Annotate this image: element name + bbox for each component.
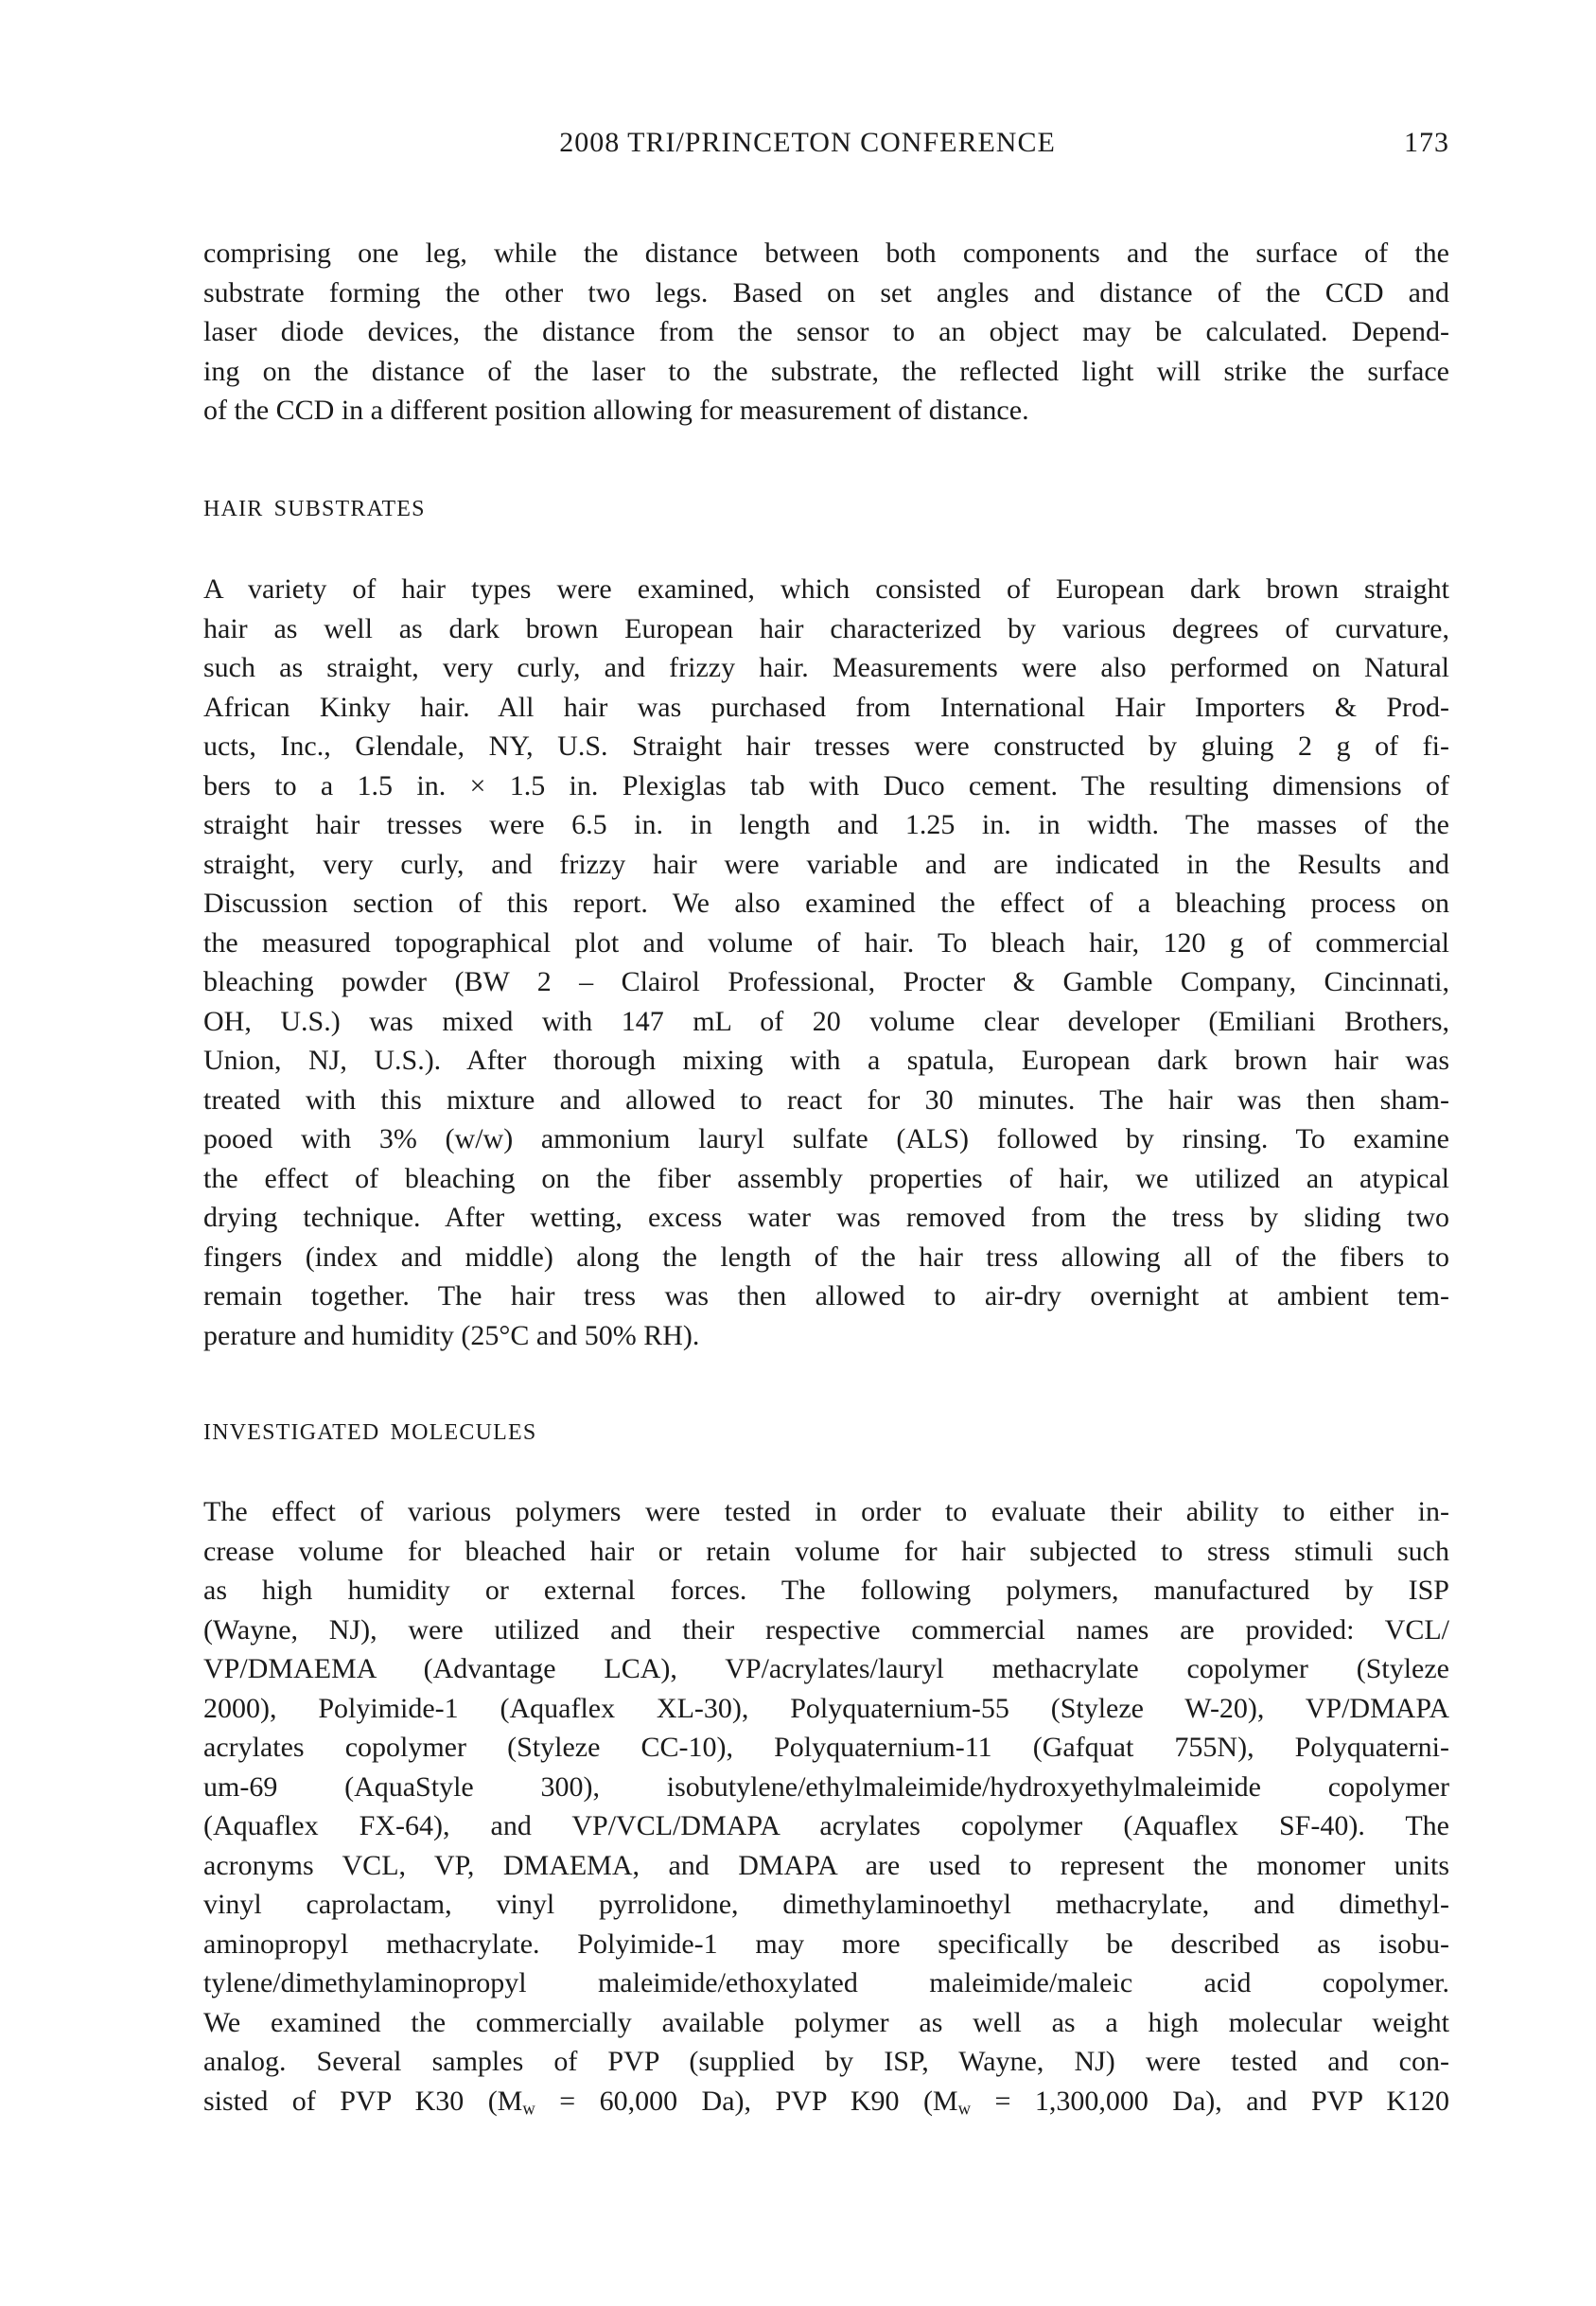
text-line: as high humidity or external forces. The following polymers, manufactured by ISP [203,1575,1449,1606]
text-line: (Aquaflex FX-64), and VP/VCL/DMAPA acrylates copolymer (Aquaflex SF-40). The [203,1810,1449,1841]
text-line: bers to a 1.5 in. × 1.5 in. Plexiglas tab with Duco cement. The resulting dimensions of [203,769,1449,801]
page-number: 173 [1404,127,1449,158]
paragraph-investigated-molecules [203,1492,1449,2121]
text-line: ucts, Inc., Glendale, NY, U.S. Straight hair tresses were constructed by gluing 2 g of fi- [203,731,1449,762]
text-line: acrylates copolymer (Styleze CC-10), Polyquaternium-11 (Gafquat 755N), Polyquaterni- [203,1732,1449,1763]
text-line: sisted of PVP K30 ($M_w = 60,000$ Da), PVP K90 ($M_w = 1,300,000$ Da), and PVP K120 [203,2085,1449,2120]
text-line: ing on the distance of the laser to the substrate, the reflected light will strike the surface [203,355,1449,387]
text-line: A variety of hair types were examined, which consisted of European dark brown straight [203,573,1449,605]
section-heading-hair-substrates: HAIR SUBSTRATES [203,497,426,521]
text-line: of the CCD in a different position allowing for measurement of distance. [203,395,1029,426]
text-line: laser diode devices, the distance from the sensor to an object may be calculated. Depend- [203,316,1449,347]
text-line: hair as well as dark brown European hair characterized by various degrees of curvature, [203,612,1449,644]
running-head [203,127,1449,165]
text-line: the measured topographical plot and volume of hair. To bleach hair, 120 g of commercial [203,926,1449,959]
running-head-title-wrap [184,127,1430,159]
text-line: perature and humidity (25°C and 50% RH). [203,1319,700,1351]
text-line: treated with this mixture and allowed to react for 30 minutes. The hair was then sham- [203,1083,1449,1116]
text-line: comprising one leg, while the distance between both components and the surface of the [203,238,1449,269]
text-line: substrate forming the other two legs. Based on set angles and distance of the CCD and [203,276,1449,308]
text-line: vinyl caprolactam, vinyl pyrrolidone, dimethylaminoethyl methacrylate, and dimethyl- [203,1889,1449,1920]
text-line: We examined the commercially available polymer as well as a high molecular weight [203,2006,1449,2038]
text-line: remain together. The hair tress was then allowed to air-dry overnight at ambient tem- [203,1280,1449,1311]
text-line: pooed with 3% (w/w) ammonium lauryl sulfate (ALS) followed by rinsing. To examine [203,1123,1449,1154]
text-line: fingers (index and middle) along the length of the hair tress allowing all of the fibers to [203,1241,1449,1273]
text-line: straight, very curly, and frizzy hair were variable and are indicated in the Results and [203,848,1449,880]
text-line: drying technique. After wetting, excess water was removed from the tress by sliding two [203,1202,1449,1233]
text-line: The effect of various polymers were tested in order to evaluate their ability to either in- [203,1496,1449,1527]
text-line: African Kinky hair. All hair was purchased from International Hair Importers & Prod- [203,691,1449,723]
text-line: OH, U.S.) was mixed with 147 mL of 20 volume clear developer (Emiliani Brothers, [203,1005,1449,1037]
text-line: (Wayne, NJ), were utilized and their respective commercial names are provided: VCL/ [203,1613,1449,1646]
text-line: crease volume for bleached hair or retain volume for hair subjected to stress stimuli such [203,1535,1449,1567]
text-line: acronyms VCL, VP, DMAEMA, and DMAPA are used to represent the monomer units [203,1849,1449,1881]
text-line: the effect of bleaching on the fiber assembly properties of hair, we utilized an atypical [203,1162,1449,1194]
text-line: straight hair tresses were 6.5 in. in length and 1.25 in. in width. The masses of the [203,809,1449,840]
text-line: Union, NJ, U.S.). After thorough mixing with a spatula, European dark brown hair was [203,1045,1449,1076]
text-line: analog. Several samples of PVP (supplied by ISP, Wayne, NJ) were tested and con- [203,2046,1449,2077]
text-line: um-69 (AquaStyle 300), isobutylene/ethylmaleimide/hydroxyethylmaleimide copolymer [203,1770,1449,1803]
paragraph-hair-substrates [203,570,1449,1355]
text-line: VP/DMAEMA (Advantage LCA), VP/acrylates/lauryl methacrylate copolymer (Styleze [203,1653,1449,1684]
section-heading-investigated-molecules: INVESTIGATED MOLECULES [203,1420,537,1445]
text-line: 2000), Polyimide-1 (Aquaflex XL-30), Polyquaternium-55 (Styleze W-20), VP/DMAPA [203,1692,1449,1724]
text-line: tylene/dimethylaminopropyl maleimide/ethoxylated maleimide/maleic acid copolymer. [203,1967,1449,1998]
text-line: such as straight, very curly, and frizzy hair. Measurements were also performed on Natural [203,652,1449,683]
text-line: bleaching powder (BW 2 – Clairol Professional, Procter & Gamble Company, Cincinnati, [203,966,1449,997]
running-head-title: 2008 TRI/PRINCETON CONFERENCE [559,127,1056,158]
text-line: aminopropyl methacrylate. Polyimide-1 may more specifically be described as isobu- [203,1928,1449,1960]
text-line: Discussion section of this report. We also examined the effect of a bleaching process on [203,888,1449,919]
paragraph-distance-measurement [203,234,1449,431]
